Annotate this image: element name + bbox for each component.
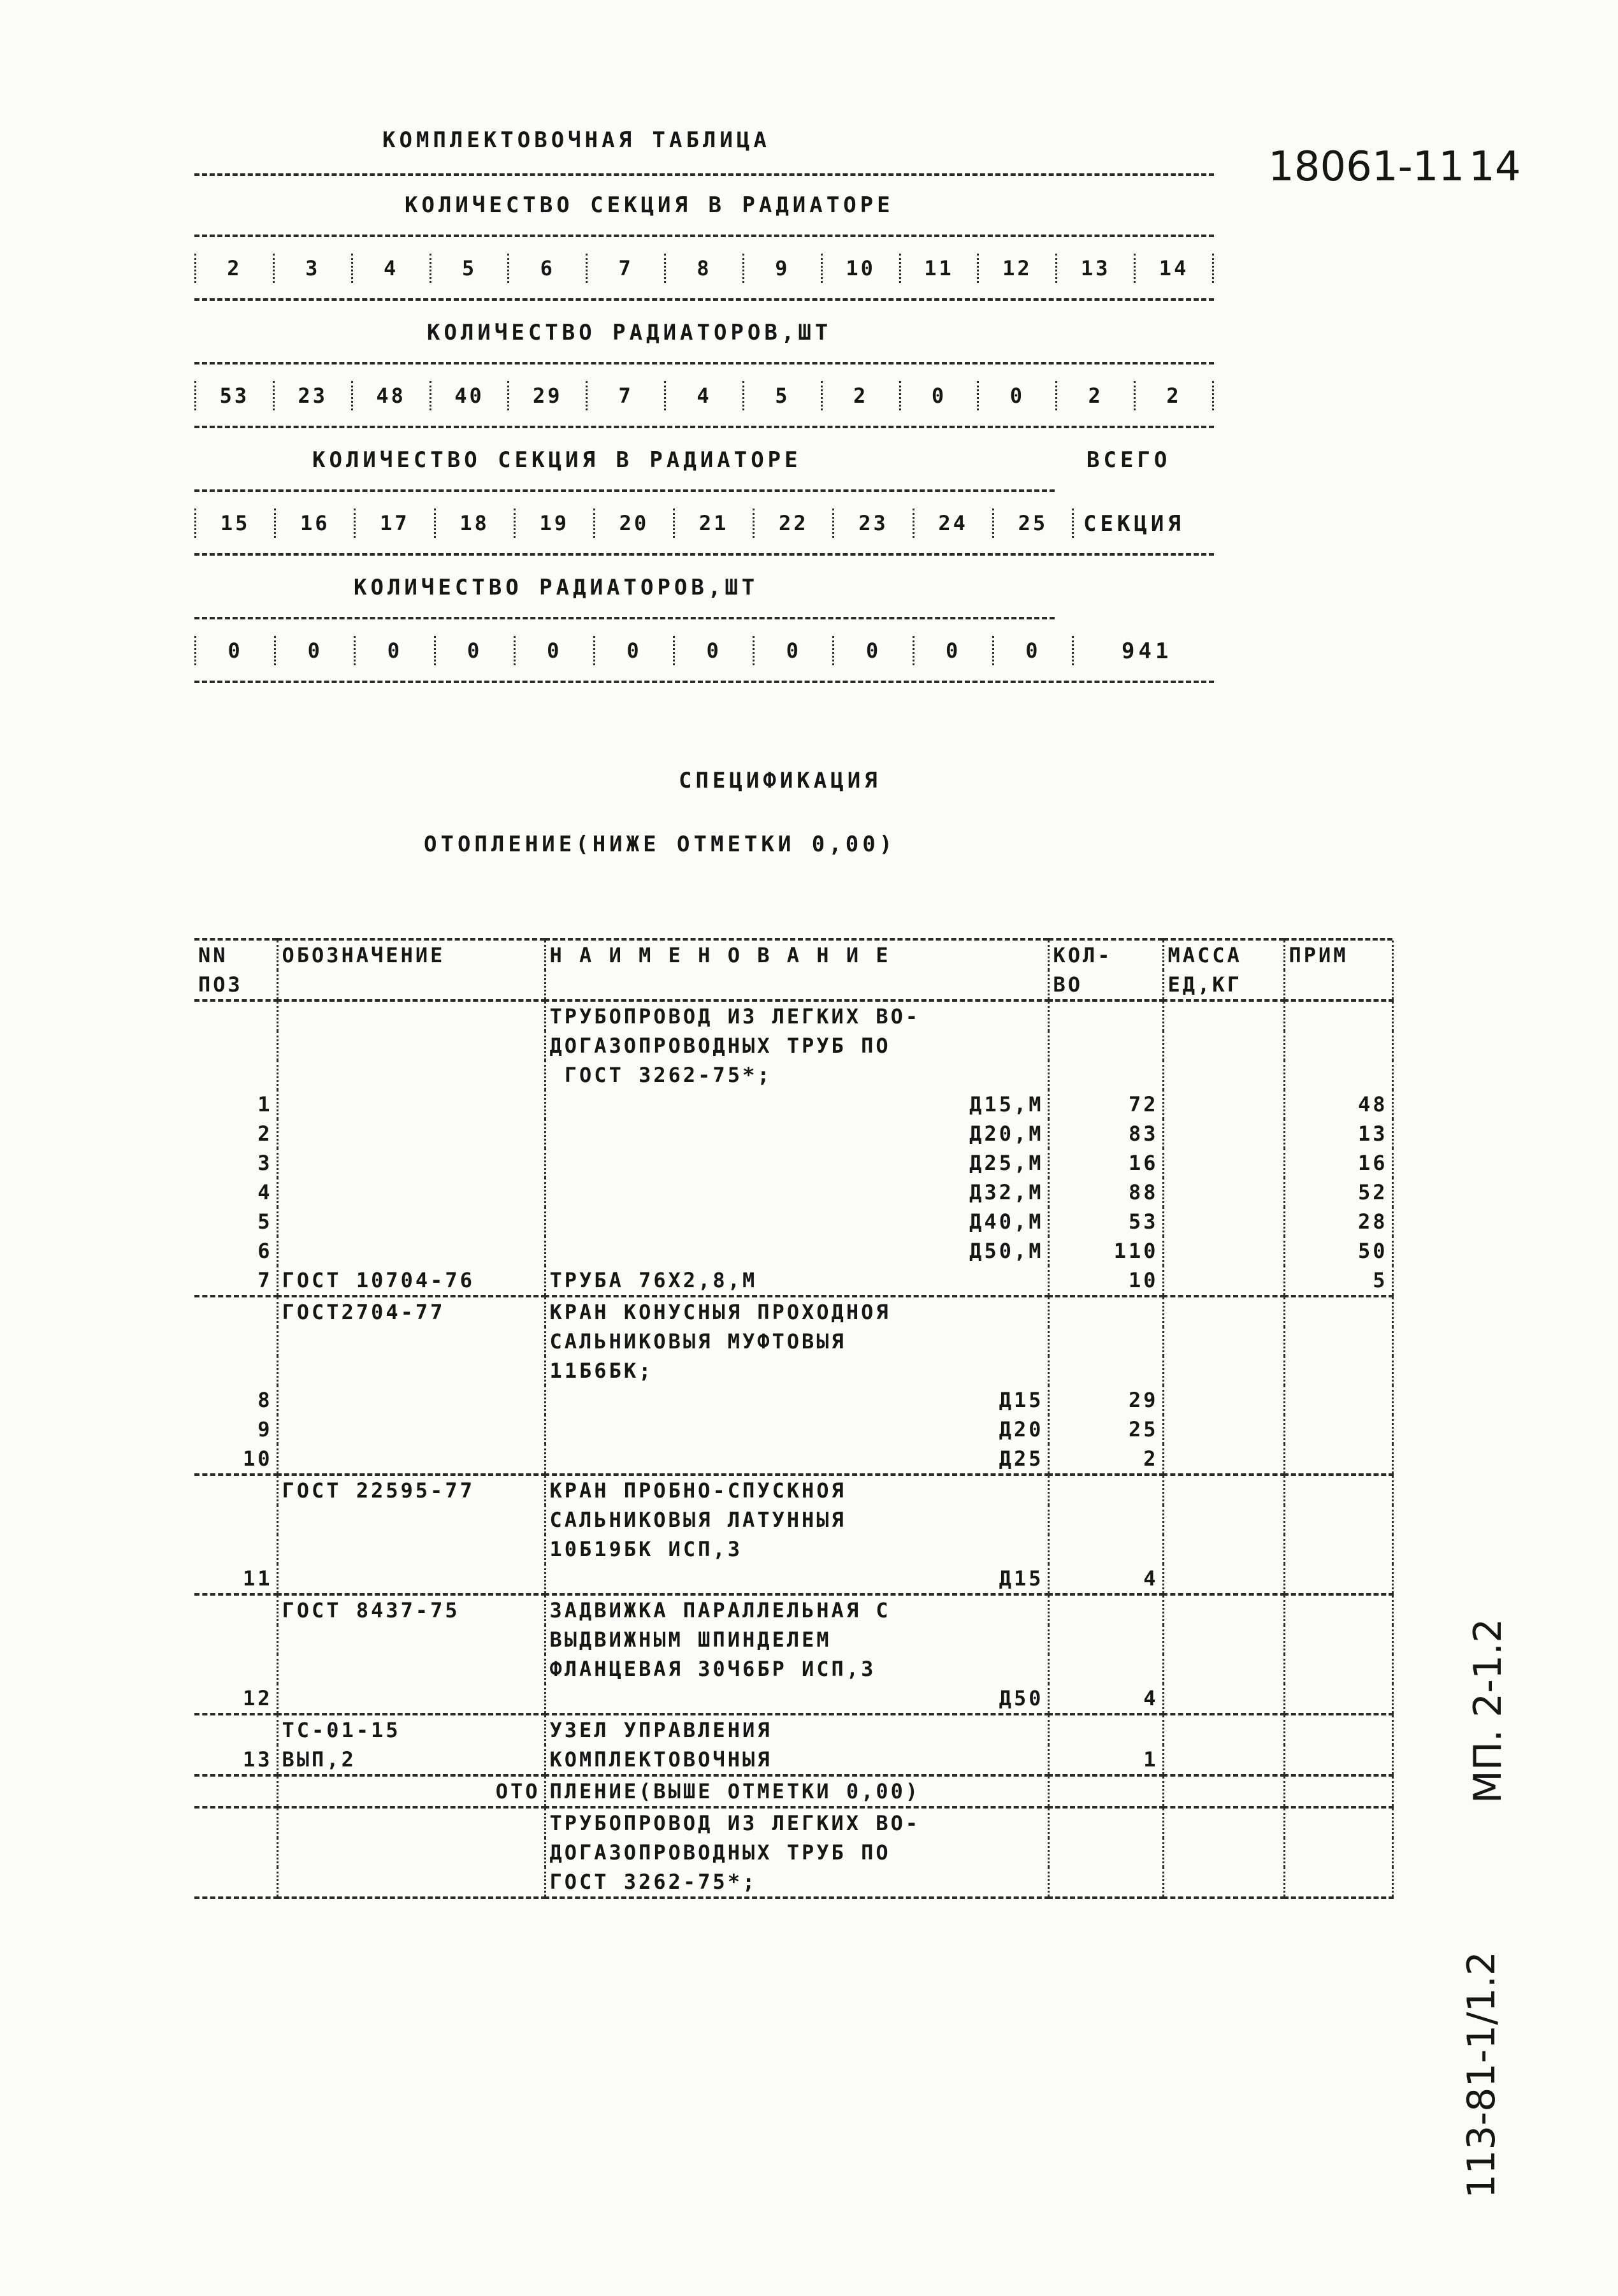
- cell-note: [1284, 1415, 1392, 1444]
- table-row: [194, 1266, 1392, 1296]
- kit-cell: 21: [674, 509, 754, 538]
- table-row: [194, 1564, 1392, 1594]
- cell-position: 1: [257, 1092, 273, 1116]
- table-row: [194, 1297, 1392, 1327]
- table-row: [194, 1148, 1392, 1178]
- cell-name: Д50: [545, 1684, 1048, 1714]
- cell-designation: [277, 1148, 545, 1178]
- table-row: [194, 1534, 1392, 1564]
- cell-mass: [1163, 1415, 1284, 1444]
- kit-cell: 0: [913, 636, 993, 665]
- cell-name: Д50,М: [545, 1236, 1048, 1266]
- table-row: [194, 1415, 1392, 1444]
- kit-total-value: 941: [1122, 639, 1173, 664]
- kit-table-title: КОМПЛЕКТОВОЧНАЯ ТАБЛИЦА: [382, 127, 770, 153]
- kit-cell: 2: [196, 254, 274, 283]
- divider: [194, 489, 1055, 492]
- cell-quantity: 83: [1048, 1119, 1163, 1148]
- cell-position: [194, 1654, 277, 1684]
- cell-designation: ВЫП,2: [277, 1745, 545, 1775]
- cell-name: КРАН ПРОБНО-СПУСКНОЯ: [545, 1476, 1048, 1505]
- cell-designation: [277, 1505, 545, 1534]
- kit-cell: 23: [273, 381, 352, 410]
- cell-name: ТРУБА 76Х2,8,М: [545, 1266, 1048, 1296]
- divider: [194, 362, 1214, 365]
- cell-designation: [277, 1625, 545, 1654]
- cell-mass: [1163, 1654, 1284, 1684]
- divider: [194, 426, 1214, 428]
- table-row: [194, 1356, 1392, 1385]
- cell-quantity: [1048, 1654, 1163, 1684]
- cell-note: [1284, 1564, 1392, 1594]
- cell-quantity: 4: [1048, 1564, 1163, 1594]
- cell-note: 5: [1284, 1266, 1392, 1296]
- cell-quantity: [1048, 1002, 1163, 1031]
- cell-name: Д15: [545, 1385, 1048, 1415]
- cell-quantity: [1048, 1031, 1163, 1060]
- cell-name: ЗАДВИЖКА ПАРАЛЛЕЛЬНАЯ С: [545, 1596, 1048, 1625]
- cell-name: КОМПЛЕКТОВОЧНЫЯ: [545, 1745, 1048, 1775]
- cell-designation: [277, 1838, 545, 1867]
- side-label-top: МП. 2-1.2: [1466, 1618, 1510, 1803]
- kit-cell: 12: [978, 254, 1057, 283]
- kit-sections-row2: [194, 509, 1074, 538]
- cell-name: ГОСТ 3262-75*;: [545, 1060, 1048, 1090]
- kit-cell: 48: [352, 381, 430, 410]
- kit-cell: 23: [834, 509, 913, 538]
- cell-name: 11Б6БК;: [545, 1356, 1048, 1385]
- cell-designation: [277, 1444, 545, 1475]
- cell-note: [1284, 1505, 1392, 1534]
- cell-designation: [277, 1031, 545, 1060]
- kit-header-radiators: КОЛИЧЕСТВО РАДИАТОРОВ,ШТ: [427, 320, 832, 345]
- cell-designation: ГОСТ 8437-75: [277, 1596, 545, 1625]
- cell-position: 8: [257, 1388, 273, 1412]
- cell-quantity: [1048, 1596, 1163, 1625]
- cell-position: 12: [242, 1686, 273, 1710]
- cell-mass: [1163, 1564, 1284, 1594]
- cell-designation: [277, 1385, 545, 1415]
- kit-cell: 0: [355, 636, 435, 665]
- header-designation: ОБОЗНАЧЕНИЕ: [277, 941, 545, 970]
- table-row: [194, 1505, 1392, 1534]
- kit-cell: 0: [900, 381, 978, 410]
- cell-position: [194, 1715, 277, 1745]
- cell-designation: [277, 1207, 545, 1236]
- cell-designation: ГОСТ 22595-77: [277, 1476, 545, 1505]
- cell-position: [194, 1625, 277, 1654]
- table-row: [194, 1207, 1392, 1236]
- cell-mass: [1163, 1002, 1284, 1031]
- cell-note: 48: [1284, 1090, 1392, 1119]
- cell-quantity: [1048, 1534, 1163, 1564]
- spec-title: СПЕЦИФИКАЦИЯ: [679, 768, 881, 793]
- kit-cell: 4: [352, 254, 430, 283]
- kit-radiators-row2: [194, 636, 1074, 665]
- cell-name: 10Б19БК ИСП,3: [545, 1534, 1048, 1564]
- cell-quantity: 2: [1048, 1444, 1163, 1475]
- cell-mass: [1163, 1385, 1284, 1415]
- cell-position: 10: [242, 1447, 273, 1471]
- kit-cell: 14: [1135, 254, 1213, 283]
- cell-designation: ГОСТ 10704-76: [277, 1266, 545, 1296]
- kit-total-label: ВСЕГО: [1087, 447, 1171, 473]
- cell-name: ГОСТ 3262-75*;: [545, 1867, 1048, 1898]
- divider: [194, 553, 1214, 556]
- kit-cell: 4: [665, 381, 744, 410]
- cell-name: Д20: [545, 1415, 1048, 1444]
- cell-quantity: [1048, 1505, 1163, 1534]
- cell-note: [1284, 1297, 1392, 1327]
- header-nn: NN: [198, 943, 228, 967]
- cell-name: Д15: [545, 1564, 1048, 1594]
- kit-cell: 0: [674, 636, 754, 665]
- kit-cell: 0: [754, 636, 834, 665]
- cell-designation: [277, 1178, 545, 1207]
- cell-designation: [277, 1809, 545, 1838]
- cell-quantity: [1048, 1625, 1163, 1654]
- cell-quantity: 16: [1048, 1148, 1163, 1178]
- cell-quantity: 88: [1048, 1178, 1163, 1207]
- cell-designation: ТС-01-15: [277, 1715, 545, 1745]
- table-row: [194, 1715, 1392, 1745]
- cell-note: [1284, 1777, 1392, 1807]
- cell-quantity: 4: [1048, 1684, 1163, 1714]
- table-row: [194, 1838, 1392, 1867]
- cell-name: Д40,М: [545, 1207, 1048, 1236]
- cell-quantity: 1: [1048, 1745, 1163, 1775]
- cell-mass: [1163, 1534, 1284, 1564]
- cell-note: 52: [1284, 1178, 1392, 1207]
- kit-cell: 16: [275, 509, 355, 538]
- kit-sections-row1: [194, 254, 1214, 283]
- cell-position: 3: [257, 1151, 273, 1175]
- cell-mass: [1163, 1119, 1284, 1148]
- cell-mass: [1163, 1596, 1284, 1625]
- table-row: [194, 1385, 1392, 1415]
- kit-header-sections2: КОЛИЧЕСТВО СЕКЦИЯ В РАДИАТОРЕ: [312, 447, 802, 473]
- header-mass: МАССА: [1163, 941, 1284, 970]
- kit-cell: 0: [196, 636, 275, 665]
- cell-mass: [1163, 1476, 1284, 1505]
- kit-cell: 22: [754, 509, 834, 538]
- spec-subtitle: ОТОПЛЕНИЕ(НИЖЕ ОТМЕТКИ 0,00): [424, 832, 897, 857]
- table-row: [194, 1684, 1392, 1714]
- cell-note: 28: [1284, 1207, 1392, 1236]
- cell-quantity: [1048, 1297, 1163, 1327]
- kit-cell: 0: [594, 636, 674, 665]
- kit-cell: 0: [514, 636, 594, 665]
- kit-total-unit: СЕКЦИЯ: [1083, 511, 1185, 537]
- kit-cell: 24: [913, 509, 993, 538]
- cell-quantity: [1048, 1327, 1163, 1356]
- cell-position: 2: [257, 1122, 273, 1146]
- cell-mass: [1163, 1838, 1284, 1867]
- cell-designation: [277, 1654, 545, 1684]
- cell-designation: [277, 1684, 545, 1714]
- kit-cell: 18: [435, 509, 514, 538]
- cell-note: [1284, 1654, 1392, 1684]
- kit-cell: 3: [273, 254, 352, 283]
- table-row: [194, 1809, 1392, 1838]
- cell-note: [1284, 1476, 1392, 1505]
- cell-designation: [277, 1002, 545, 1031]
- cell-position: [194, 1060, 277, 1090]
- kit-cell: 0: [993, 636, 1073, 665]
- cell-position: 4: [257, 1180, 273, 1204]
- cell-note: [1284, 1684, 1392, 1714]
- cell-mass: [1163, 1684, 1284, 1714]
- cell-note: [1284, 1745, 1392, 1775]
- table-row: [194, 1178, 1392, 1207]
- kit-cell: 7: [587, 254, 665, 283]
- kit-cell: 29: [509, 381, 587, 410]
- cell-position: [194, 1809, 277, 1838]
- cell-mass: [1163, 1060, 1284, 1090]
- table-row: [194, 1745, 1392, 1775]
- cell-position: 9: [257, 1417, 273, 1441]
- kit-cell: 2: [1057, 381, 1135, 410]
- cell-name: Д25,М: [545, 1148, 1048, 1178]
- divider: [194, 298, 1214, 301]
- cell-designation: [277, 1090, 545, 1119]
- cell-note: [1284, 1031, 1392, 1060]
- cell-position: [194, 1505, 277, 1534]
- divider: [194, 617, 1055, 619]
- cell-quantity: [1048, 1867, 1163, 1898]
- kit-header-sections: КОЛИЧЕСТВО СЕКЦИЯ В РАДИАТОРЕ: [405, 192, 894, 218]
- cell-position: [194, 1777, 277, 1807]
- table-row: [194, 1625, 1392, 1654]
- cell-note: [1284, 1444, 1392, 1475]
- cell-name: УЗЕЛ УПРАВЛЕНИЯ: [545, 1715, 1048, 1745]
- cell-designation: [277, 1534, 545, 1564]
- divider: [194, 681, 1214, 683]
- cell-note: [1284, 1715, 1392, 1745]
- cell-mass: [1163, 1090, 1284, 1119]
- cell-mass: [1163, 1715, 1284, 1745]
- cell-mass: [1163, 1444, 1284, 1475]
- kit-cell: 2: [821, 381, 900, 410]
- table-row: [194, 1596, 1392, 1625]
- cell-quantity: 53: [1048, 1207, 1163, 1236]
- cell-note: [1284, 1625, 1392, 1654]
- page-number: 14: [1469, 143, 1521, 191]
- cell-quantity: [1048, 1476, 1163, 1505]
- cell-quantity: 72: [1048, 1090, 1163, 1119]
- cell-note: [1284, 1867, 1392, 1898]
- kit-cell: 19: [514, 509, 594, 538]
- cell-mass: [1163, 1505, 1284, 1534]
- cell-quantity: [1048, 1060, 1163, 1090]
- cell-quantity: [1048, 1715, 1163, 1745]
- cell-mass: [1163, 1777, 1284, 1807]
- kit-cell: 5: [743, 381, 821, 410]
- kit-cell: 7: [587, 381, 665, 410]
- kit-cell: 2: [1135, 381, 1213, 410]
- cell-mass: [1163, 1297, 1284, 1327]
- cell-name: ДОГАЗОПРОВОДНЫХ ТРУБ ПО: [545, 1838, 1048, 1867]
- cell-name: САЛЬНИКОВЫЯ ЛАТУННЫЯ: [545, 1505, 1048, 1534]
- cell-quantity: 25: [1048, 1415, 1163, 1444]
- cell-position: 5: [257, 1209, 273, 1234]
- cell-position: 13: [242, 1747, 273, 1772]
- cell-position: [194, 1031, 277, 1060]
- table-row: [194, 1090, 1392, 1119]
- cell-position: 7: [257, 1268, 273, 1292]
- cell-position: [194, 1596, 277, 1625]
- kit-cell: 0: [834, 636, 913, 665]
- cell-position: 6: [257, 1239, 273, 1263]
- cell-name: Д20,М: [545, 1119, 1048, 1148]
- divider: [194, 173, 1214, 176]
- table-row: [194, 1119, 1392, 1148]
- cell-name: КРАН КОНУСНЫЯ ПРОХОДНОЯ: [545, 1297, 1048, 1327]
- table-row: [194, 1236, 1392, 1266]
- table-row: [194, 1777, 1392, 1807]
- cell-designation: [277, 1415, 545, 1444]
- kit-radiators-row1: [194, 381, 1214, 410]
- kit-cell: 5: [430, 254, 509, 283]
- kit-cell: 17: [355, 509, 435, 538]
- cell-note: 50: [1284, 1236, 1392, 1266]
- kit-cell: 10: [821, 254, 900, 283]
- cell-position: [194, 1838, 277, 1867]
- cell-designation: [277, 1564, 545, 1594]
- kit-cell: 53: [196, 381, 274, 410]
- cell-designation: ОТО: [277, 1777, 545, 1807]
- cell-name: Д32,М: [545, 1178, 1048, 1207]
- cell-note: [1284, 1809, 1392, 1838]
- cell-position: [194, 1534, 277, 1564]
- cell-name: Д25: [545, 1444, 1048, 1475]
- cell-position: [194, 1356, 277, 1385]
- kit-cell: 0: [978, 381, 1057, 410]
- divider: [194, 235, 1214, 237]
- cell-note: [1284, 1534, 1392, 1564]
- cell-quantity: 29: [1048, 1385, 1163, 1415]
- cell-quantity: 110: [1048, 1236, 1163, 1266]
- kit-cell: 8: [665, 254, 744, 283]
- cell-quantity: [1048, 1356, 1163, 1385]
- cell-mass: [1163, 1236, 1284, 1266]
- cell-note: [1284, 1327, 1392, 1356]
- cell-name: САЛЬНИКОВЫЯ МУФТОВЫЯ: [545, 1327, 1048, 1356]
- cell-position: 11: [242, 1566, 273, 1591]
- cell-mass: [1163, 1031, 1284, 1060]
- kit-cell: 9: [743, 254, 821, 283]
- cell-mass: [1163, 1356, 1284, 1385]
- kit-cell: 40: [430, 381, 509, 410]
- cell-mass: [1163, 1148, 1284, 1178]
- kit-cell: 25: [993, 509, 1073, 538]
- cell-designation: [277, 1327, 545, 1356]
- cell-quantity: [1048, 1777, 1163, 1807]
- header-pos: ПОЗ: [198, 972, 243, 997]
- cell-quantity: 10: [1048, 1266, 1163, 1296]
- header-qty: КОЛ-: [1048, 941, 1163, 970]
- side-label-bottom: 113-81-1/1.2: [1459, 1951, 1504, 2199]
- spec-header-row: [194, 941, 1392, 970]
- cell-quantity: [1048, 1809, 1163, 1838]
- cell-position: [194, 1867, 277, 1898]
- cell-mass: [1163, 1867, 1284, 1898]
- cell-position: [194, 1297, 277, 1327]
- cell-name: ФЛАНЦЕВАЯ 30Ч6БР ИСП,3: [545, 1654, 1048, 1684]
- cell-note: [1284, 1385, 1392, 1415]
- kit-cell: 0: [275, 636, 355, 665]
- kit-cell: 20: [594, 509, 674, 538]
- cell-designation: [277, 1356, 545, 1385]
- header-name: Н А И М Е Н О В А Н И Е: [545, 941, 1048, 970]
- kit-cell: 0: [435, 636, 514, 665]
- cell-mass: [1163, 1745, 1284, 1775]
- table-row: [194, 1327, 1392, 1356]
- table-row: [194, 1002, 1392, 1031]
- cell-quantity: [1048, 1838, 1163, 1867]
- cell-note: 16: [1284, 1148, 1392, 1178]
- cell-designation: [277, 1119, 545, 1148]
- cell-name: ПЛЕНИЕ(ВЫШЕ ОТМЕТКИ 0,00): [545, 1777, 1048, 1807]
- cell-note: [1284, 1002, 1392, 1031]
- cell-note: [1284, 1356, 1392, 1385]
- cell-position: [194, 1327, 277, 1356]
- cell-position: [194, 1002, 277, 1031]
- cell-mass: [1163, 1327, 1284, 1356]
- cell-mass: [1163, 1178, 1284, 1207]
- header-note: ПРИМ: [1284, 941, 1392, 970]
- cell-name: Д15,М: [545, 1090, 1048, 1119]
- header-qty-2: ВО: [1048, 970, 1163, 1000]
- table-row: [194, 1060, 1392, 1090]
- table-row: [194, 1444, 1392, 1475]
- spec-table: [194, 938, 1394, 1899]
- table-row: [194, 1031, 1392, 1060]
- cell-note: [1284, 1596, 1392, 1625]
- cell-mass: [1163, 1207, 1284, 1236]
- header-mass-2: ЕД,КГ: [1163, 970, 1284, 1000]
- cell-note: [1284, 1838, 1392, 1867]
- cell-mass: [1163, 1625, 1284, 1654]
- cell-designation: ГОСТ2704-77: [277, 1297, 545, 1327]
- spec-header-row-2: [194, 970, 1392, 1000]
- cell-name: ВЫДВИЖНЫМ ШПИНДЕЛЕМ: [545, 1625, 1048, 1654]
- cell-designation: [277, 1060, 545, 1090]
- cell-note: [1284, 1060, 1392, 1090]
- cell-name: ТРУБОПРОВОД ИЗ ЛЕГКИХ ВО-: [545, 1809, 1048, 1838]
- cell-name: ТРУБОПРОВОД ИЗ ЛЕГКИХ ВО-: [545, 1002, 1048, 1031]
- kit-cell: 15: [196, 509, 275, 538]
- cell-note: 13: [1284, 1119, 1392, 1148]
- kit-header-radiators2: КОЛИЧЕСТВО РАДИАТОРОВ,ШТ: [354, 575, 759, 600]
- cell-designation: [277, 1867, 545, 1898]
- cell-designation: [277, 1236, 545, 1266]
- document-code: 18061-11: [1268, 143, 1465, 191]
- kit-cell: 13: [1057, 254, 1135, 283]
- kit-cell: 6: [509, 254, 587, 283]
- table-row: [194, 1867, 1392, 1898]
- cell-name: ДОГАЗОПРОВОДНЫХ ТРУБ ПО: [545, 1031, 1048, 1060]
- kit-cell: 11: [900, 254, 978, 283]
- cell-mass: [1163, 1809, 1284, 1838]
- cell-position: [194, 1476, 277, 1505]
- table-row: [194, 1654, 1392, 1684]
- cell-mass: [1163, 1266, 1284, 1296]
- table-row: [194, 1476, 1392, 1505]
